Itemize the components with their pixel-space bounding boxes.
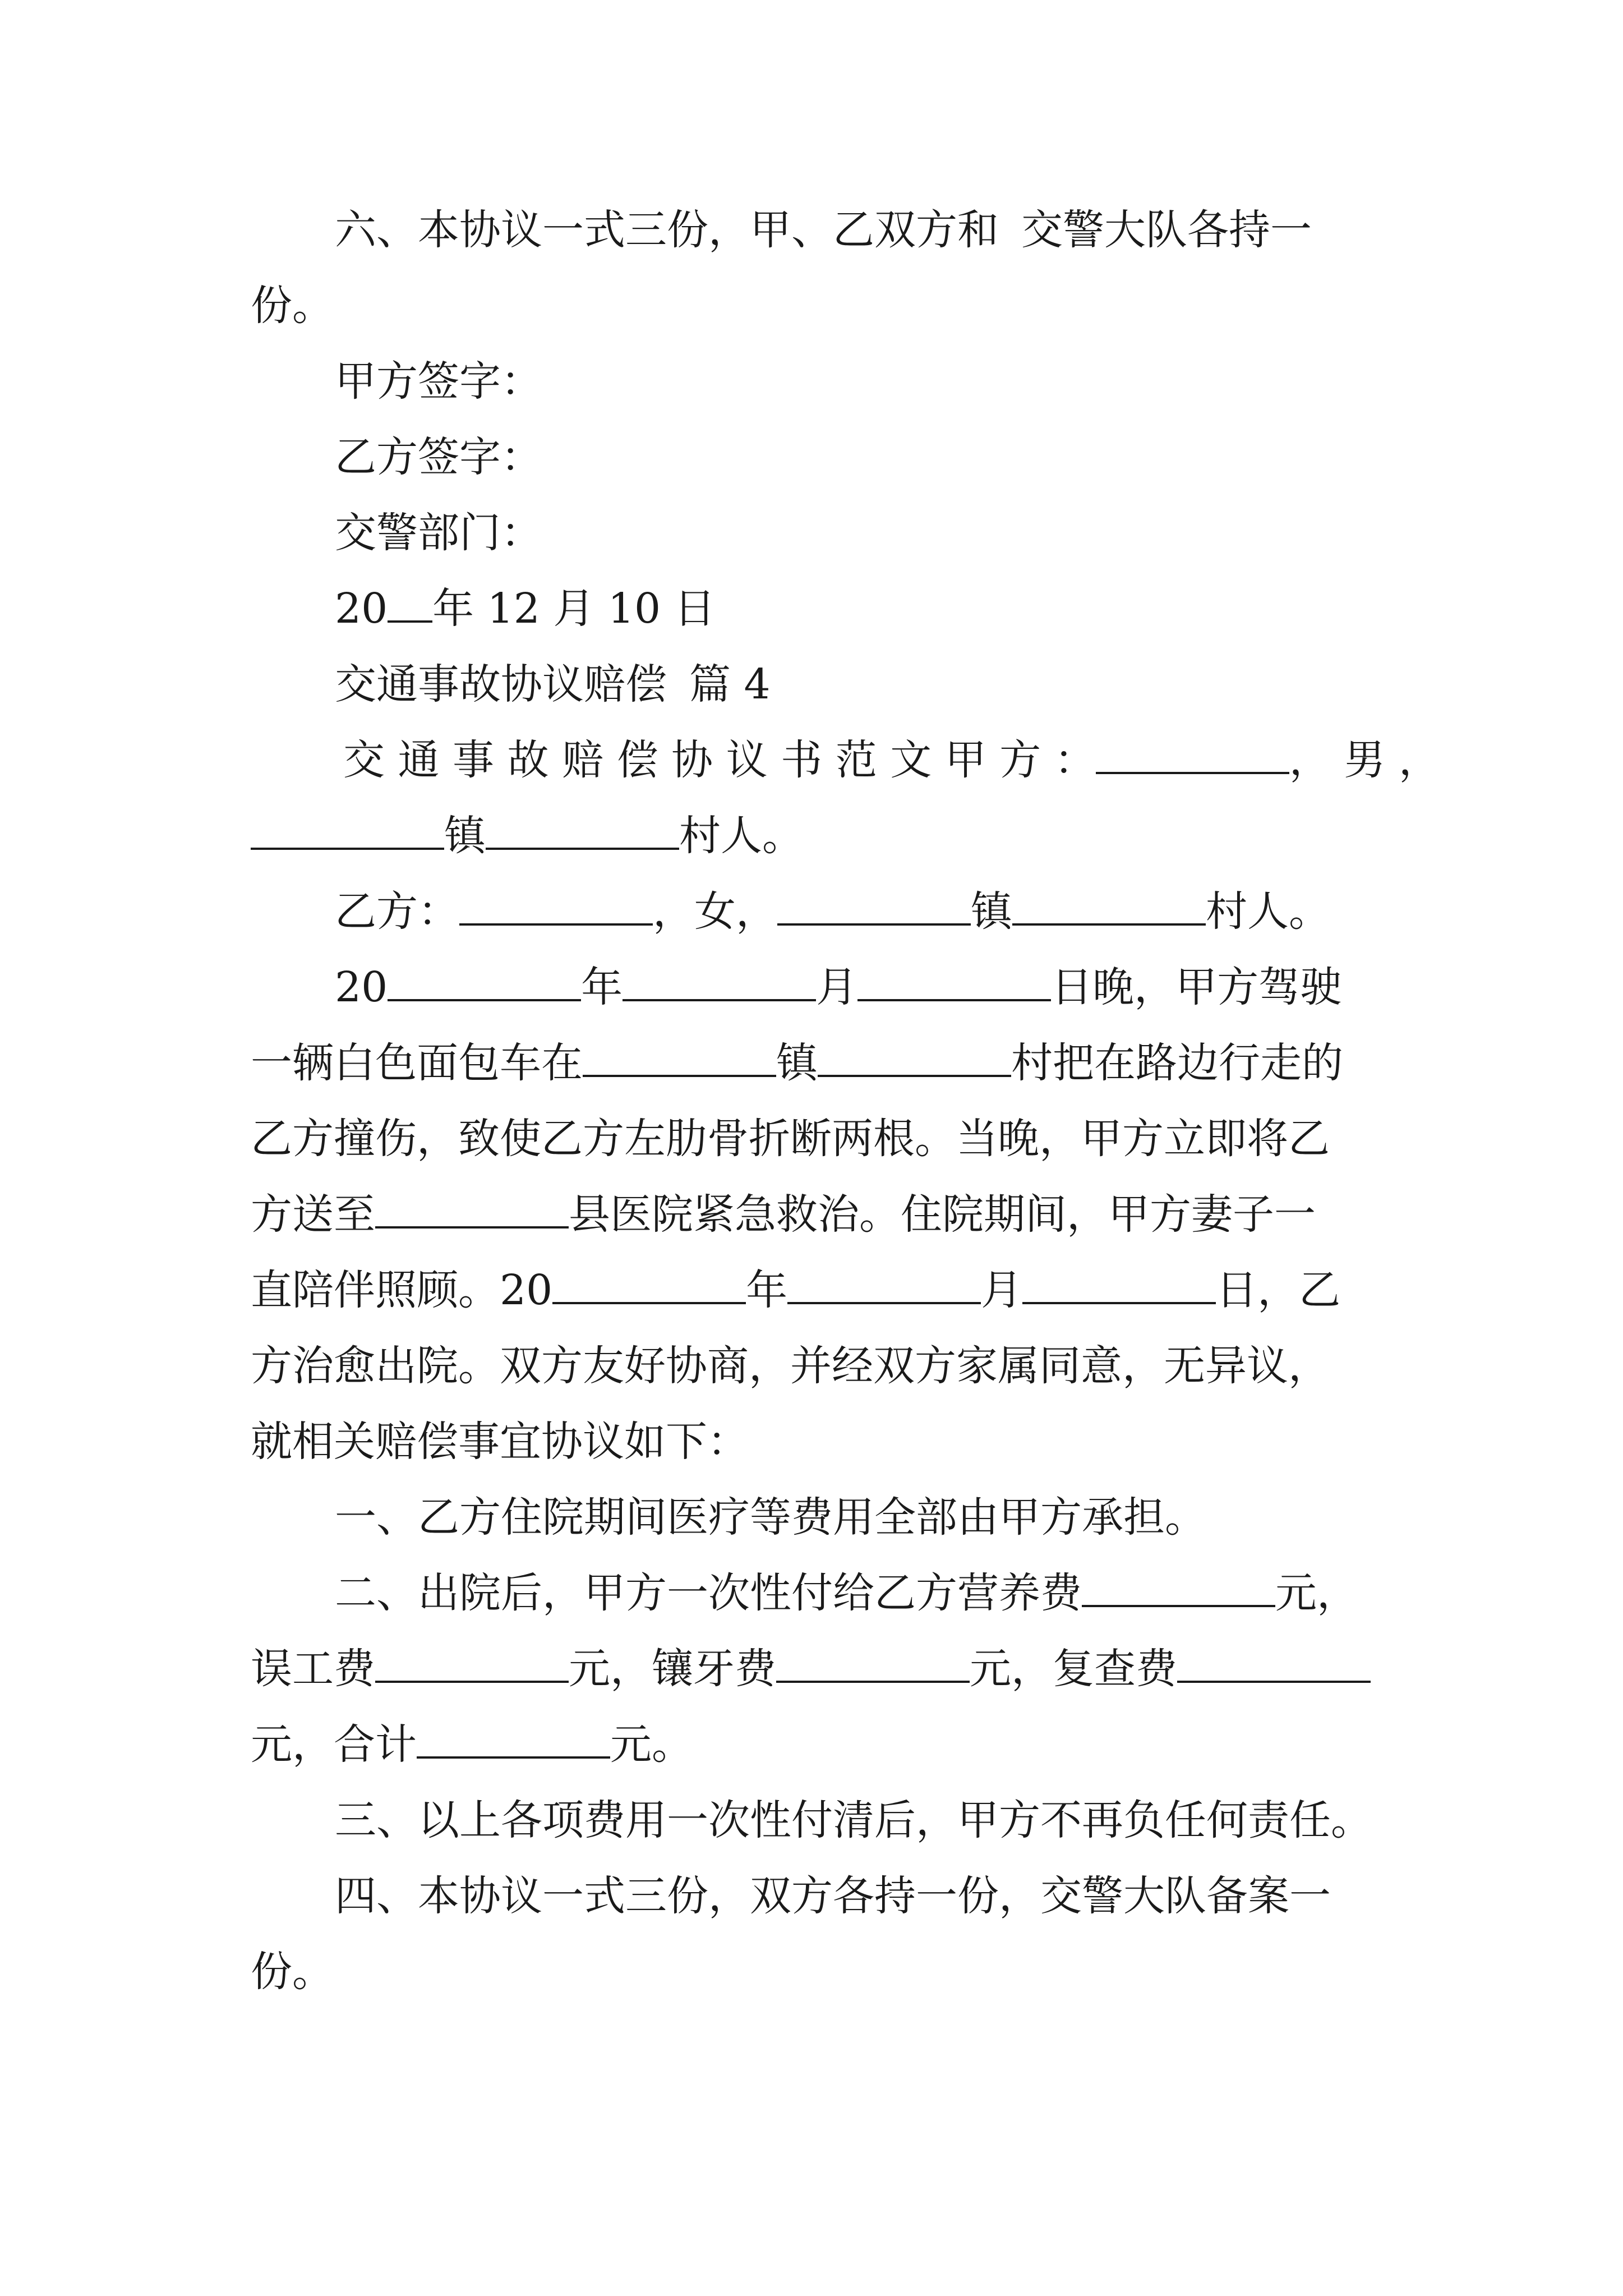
clause-two-line-3: 元，合计 元。 xyxy=(251,1720,693,1769)
lost-wages-blank xyxy=(375,1646,569,1683)
party-b-line: 乙方： ，女， 镇 村人。 xyxy=(335,887,1330,936)
body-line-4: 方送至 县医院紧急救治。住院期间，甲方妻子一 xyxy=(251,1190,1316,1239)
clause-four-line-1: 四、本协议一式三份，双方各持一份，交警大队备案一 xyxy=(335,1872,1331,1920)
clause-two-line-1: 二、出院后，甲方一次性付给乙方营养费 元， xyxy=(335,1569,1358,1617)
body-line-3: 乙方撞伤，致使乙方左肋骨折断两根。当晚，甲方立即将乙 xyxy=(251,1115,1330,1163)
accident-day-blank xyxy=(857,964,1051,1001)
clause-two-line-2: 误工费 元，镶牙费 元，复查费 xyxy=(251,1641,1371,1697)
party-a-address-line: 镇 村人。 xyxy=(251,808,804,864)
total-fee-blank xyxy=(417,1722,610,1759)
party-a-village-blank xyxy=(486,813,679,850)
discharge-year-blank xyxy=(552,1267,746,1304)
clause-one: 一、乙方住院期间医疗等费用全部由甲方承担。 xyxy=(335,1493,1206,1542)
accident-town-blank xyxy=(583,1040,776,1077)
nutrition-fee-blank xyxy=(1082,1570,1275,1607)
date-line: 20 年 12 月 10 日 xyxy=(335,585,716,633)
hospital-county-blank xyxy=(375,1191,569,1228)
discharge-day-blank xyxy=(1022,1267,1216,1304)
clause-six-line-1: 六、本协议一式三份，甲、乙双方和 交警大队各持一 xyxy=(335,206,1312,254)
body-line-7: 就相关赔偿事宜协议如下： xyxy=(251,1418,749,1466)
checkup-fee-blank xyxy=(1177,1646,1371,1683)
party-a-signature-label: 甲方签字： xyxy=(335,357,542,406)
party-a-name-blank xyxy=(1096,737,1289,774)
year-blank xyxy=(388,586,432,623)
party-b-village-blank xyxy=(1012,889,1206,926)
dental-fee-blank xyxy=(776,1646,970,1683)
party-b-name-blank xyxy=(459,889,653,926)
traffic-police-label: 交警部门： xyxy=(335,509,542,557)
accident-village-blank xyxy=(818,1040,1011,1077)
body-line-2: 一辆白色面包车在 镇 村把在路边行走的 xyxy=(251,1039,1343,1087)
body-line-5: 直陪伴照顾。20 年 月 日，乙 xyxy=(251,1266,1341,1314)
party-b-signature-label: 乙方签字： xyxy=(335,433,542,481)
clause-four-line-2: 份。 xyxy=(251,1948,334,1996)
accident-month-blank xyxy=(623,964,816,1001)
clause-six-line-2: 份。 xyxy=(251,282,334,330)
accident-year-blank xyxy=(388,964,581,1001)
body-line-1: 20 年 月 日晚，甲方驾驶 xyxy=(335,963,1342,1011)
clause-three: 三、以上各项费用一次性付清后，甲方不再负任何责任。 xyxy=(335,1796,1372,1844)
section-heading: 交通事故协议赔偿 篇 4 xyxy=(335,660,771,708)
party-b-town-blank xyxy=(777,889,971,926)
party-a-town-blank xyxy=(251,813,444,850)
discharge-month-blank xyxy=(787,1267,981,1304)
body-line-6: 方治愈出院。双方友好协商，并经双方家属同意，无异议， xyxy=(251,1342,1330,1390)
agreement-title-line: 交 通 事 故 赔 偿 协 议 书 范 文 甲 方 ： ， 男 ， xyxy=(343,736,1440,784)
